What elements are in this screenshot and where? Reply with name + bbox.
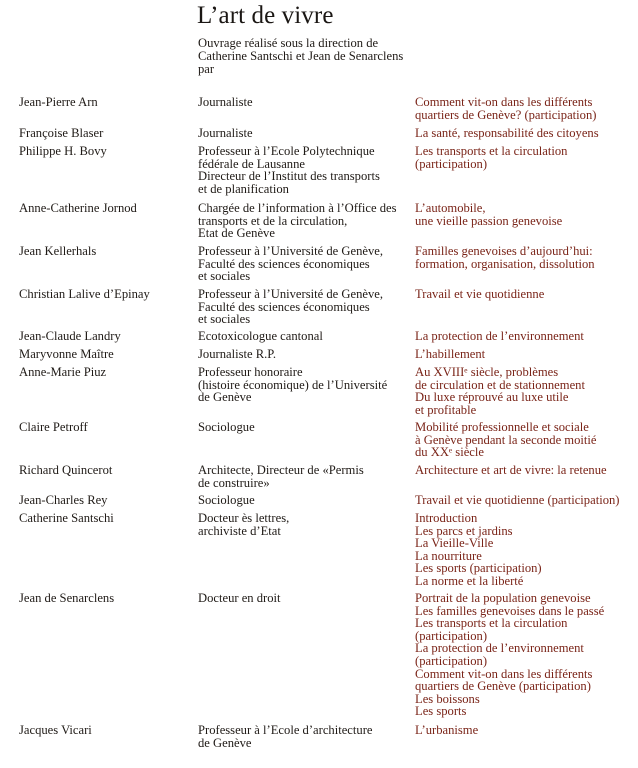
contributor-name: Maryvonne Maître	[19, 347, 114, 361]
contributor-topics	[415, 512, 542, 588]
contributor-role-line: (histoire économique) de l’Université	[198, 377, 388, 392]
contributor-topics-line: (participation)	[415, 156, 488, 171]
contributor-role	[198, 366, 387, 404]
contributor-name: Christian Lalive d’Epinay	[19, 287, 150, 301]
contributor-role-line: Professeur à l’Ecole Polytechnique	[198, 144, 375, 158]
contributor-topics-line: Comment vit-on dans les différents	[415, 666, 593, 681]
contributor-topics-line: Travail et vie quotidienne (participation)	[415, 493, 620, 507]
contributor-topics-line: Les transports et la circulation	[415, 144, 568, 158]
contributor-topics	[415, 127, 599, 140]
contributor-topics	[415, 145, 567, 170]
contributor-topics-line: Portrait de la population genevoise	[415, 591, 591, 605]
contributor-role-line: Docteur ès lettres,	[198, 511, 290, 525]
contributor-topics	[415, 464, 607, 477]
contributor-name: Philippe H. Bovy	[19, 144, 107, 158]
contributor-role-line: Professeur à l’Université de Genève,	[198, 244, 383, 258]
contributor-role-line: et sociales	[198, 269, 251, 284]
contributor-role-line: et de planification	[198, 181, 289, 196]
contributor-role-line: fédérale de Lausanne	[198, 156, 305, 171]
contributor-topics-line: quartiers de Genève (participation)	[415, 679, 591, 694]
contributor-topics-line: Les familles genevoises dans le passé	[415, 603, 605, 618]
contributor-role	[198, 127, 253, 140]
contributor-role-line: Docteur en droit	[198, 591, 281, 605]
contributor-role-line: Etat de Genève	[198, 226, 275, 241]
contributor-role-line: Journaliste	[198, 95, 253, 109]
contributor-topics	[415, 348, 485, 361]
contributor-role	[198, 288, 383, 326]
contributor-role-line: archiviste d’Etat	[198, 523, 281, 538]
contributor-role	[198, 348, 276, 361]
contributor-topics-line: Comment vit-on dans les différents	[415, 95, 593, 109]
page-title: L’art de vivre	[197, 2, 334, 29]
contributor-name: Jean-Pierre Arn	[19, 95, 98, 109]
contributor-topics	[415, 245, 595, 270]
contributor-role-line: Faculté des sciences économiques	[198, 256, 370, 271]
subtitle-line: Ouvrage réalisé sous la direction de	[198, 36, 379, 50]
contributor-role-line: Journaliste R.P.	[198, 347, 277, 361]
contributor-topics-line: La santé, responsabilité des citoyens	[415, 126, 599, 140]
contributor-topics-line: L’urbanisme	[415, 723, 479, 737]
contributor-topics	[415, 421, 596, 459]
contributor-topics	[415, 494, 619, 507]
contributor-role-line: transports et de la circulation,	[198, 213, 348, 228]
contributor-name: Jean-Charles Rey	[19, 493, 108, 507]
contributor-topics-line: La protection de l’environnement	[415, 329, 584, 343]
contributor-name: Richard Quincerot	[19, 463, 113, 477]
contributor-role-line: Chargée de l’information à l’Office des	[198, 201, 397, 215]
contributor-topics-line: et profitable	[415, 402, 477, 417]
contributor-role-line: Sociologue	[198, 493, 255, 507]
contributor-topics-line: La protection de l’environnement	[415, 641, 584, 656]
subtitle	[198, 37, 403, 76]
contributor-name: Anne-Marie Piuz	[19, 365, 107, 379]
contributor-name: Anne-Catherine Jornod	[19, 201, 137, 215]
contributor-topics-line: Mobilité professionnelle et sociale	[415, 420, 589, 434]
contributor-topics-line: Les boissons	[415, 691, 480, 706]
contributor-role-line: Architecte, Directeur de «Permis	[198, 463, 364, 477]
contributor-topics-line: La nourriture	[415, 548, 482, 563]
contributor-role-line: Sociologue	[198, 420, 255, 434]
contributor-topics-line: Travail et vie quotidienne	[415, 287, 545, 301]
contributor-name: Jacques Vicari	[19, 723, 92, 737]
contributor-topics-line: formation, organisation, dissolution	[415, 256, 595, 271]
contributor-role-line: Professeur à l’Université de Genève,	[198, 287, 383, 301]
contributor-topics	[415, 202, 562, 227]
contributor-topics-line: L’automobile,	[415, 201, 486, 215]
contributor-name: Jean de Senarclens	[19, 591, 115, 605]
contributor-role-line: de Genève	[198, 735, 252, 750]
contributor-topics	[415, 96, 596, 121]
contributor-topics-line: Introduction	[415, 511, 478, 525]
contributor-name: Jean Kellerhals	[19, 244, 97, 258]
contributor-name: Françoise Blaser	[19, 126, 104, 140]
subtitle-line: par	[198, 62, 215, 76]
contributor-role-line: Professeur honoraire	[198, 365, 303, 379]
contributor-topics-line: Les parcs et jardins	[415, 523, 513, 538]
contributor-topics	[415, 592, 604, 718]
contributor-topics-line: Les sports	[415, 704, 467, 719]
contributor-topics-line: L’habillement	[415, 347, 486, 361]
contributor-role-line: Directeur de l’Institut des transports	[198, 169, 380, 184]
contributor-topics-line: (participation)	[415, 653, 488, 668]
contributor-role-line: Ecotoxicologue cantonal	[198, 329, 323, 343]
contributor-role	[198, 145, 380, 195]
contributor-name: Catherine Santschi	[19, 511, 114, 525]
contributor-topics-line: La Vieille-Ville	[415, 536, 494, 551]
contributor-name: Jean-Claude Landry	[19, 329, 121, 343]
contributor-topics-line: une vieille passion genevoise	[415, 213, 563, 228]
contributor-topics-line: quartiers de Genève? (participation)	[415, 107, 597, 122]
contributor-topics-line: Familles genevoises d’aujourd’hui:	[415, 244, 593, 258]
contributor-topics	[415, 288, 544, 301]
contributor-role	[198, 202, 397, 240]
contributor-topics	[415, 330, 584, 343]
contributor-topics	[415, 366, 585, 416]
contributor-role-line: Faculté des sciences économiques	[198, 299, 370, 314]
contributor-role-line: Journaliste	[198, 126, 253, 140]
contributor-topics-line: Architecture et art de vivre: la retenue	[415, 463, 607, 477]
contributor-topics-line: à Genève pendant la seconde moitié	[415, 432, 597, 447]
contributor-topics-line: Du luxe réprouvé au luxe utile	[415, 390, 569, 405]
contributor-topics-line: (participation)	[415, 628, 488, 643]
contributor-role-line: de Genève	[198, 390, 252, 405]
contributor-role	[198, 421, 255, 434]
contributor-role-line: de construire»	[198, 475, 270, 490]
contributor-role-line: et sociales	[198, 312, 251, 327]
contributor-topics-line: Les transports et la circulation	[415, 616, 568, 631]
contributor-role	[198, 592, 281, 605]
contributor-topics-line: La norme et la liberté	[415, 573, 524, 588]
contributor-role	[198, 512, 289, 537]
contributor-topics-line: du XXᵉ siècle	[415, 445, 484, 460]
contributor-role	[198, 494, 255, 507]
contributor-topics	[415, 724, 478, 737]
contributor-topics-line: Les sports (participation)	[415, 561, 542, 576]
contributor-role	[198, 330, 323, 343]
contributor-role-line: Professeur à l’Ecole d’architecture	[198, 723, 373, 737]
contributor-role	[198, 724, 372, 749]
contributor-role	[198, 96, 253, 109]
contributor-role	[198, 245, 383, 283]
contributor-name: Claire Petroff	[19, 420, 88, 434]
contributor-role	[198, 464, 364, 489]
contributor-topics-line: de circulation et de stationnement	[415, 377, 585, 392]
contributor-topics-line: Au XVIIIᵉ siècle, problèmes	[415, 365, 559, 379]
subtitle-line: Catherine Santschi et Jean de Senarclens	[198, 49, 404, 63]
